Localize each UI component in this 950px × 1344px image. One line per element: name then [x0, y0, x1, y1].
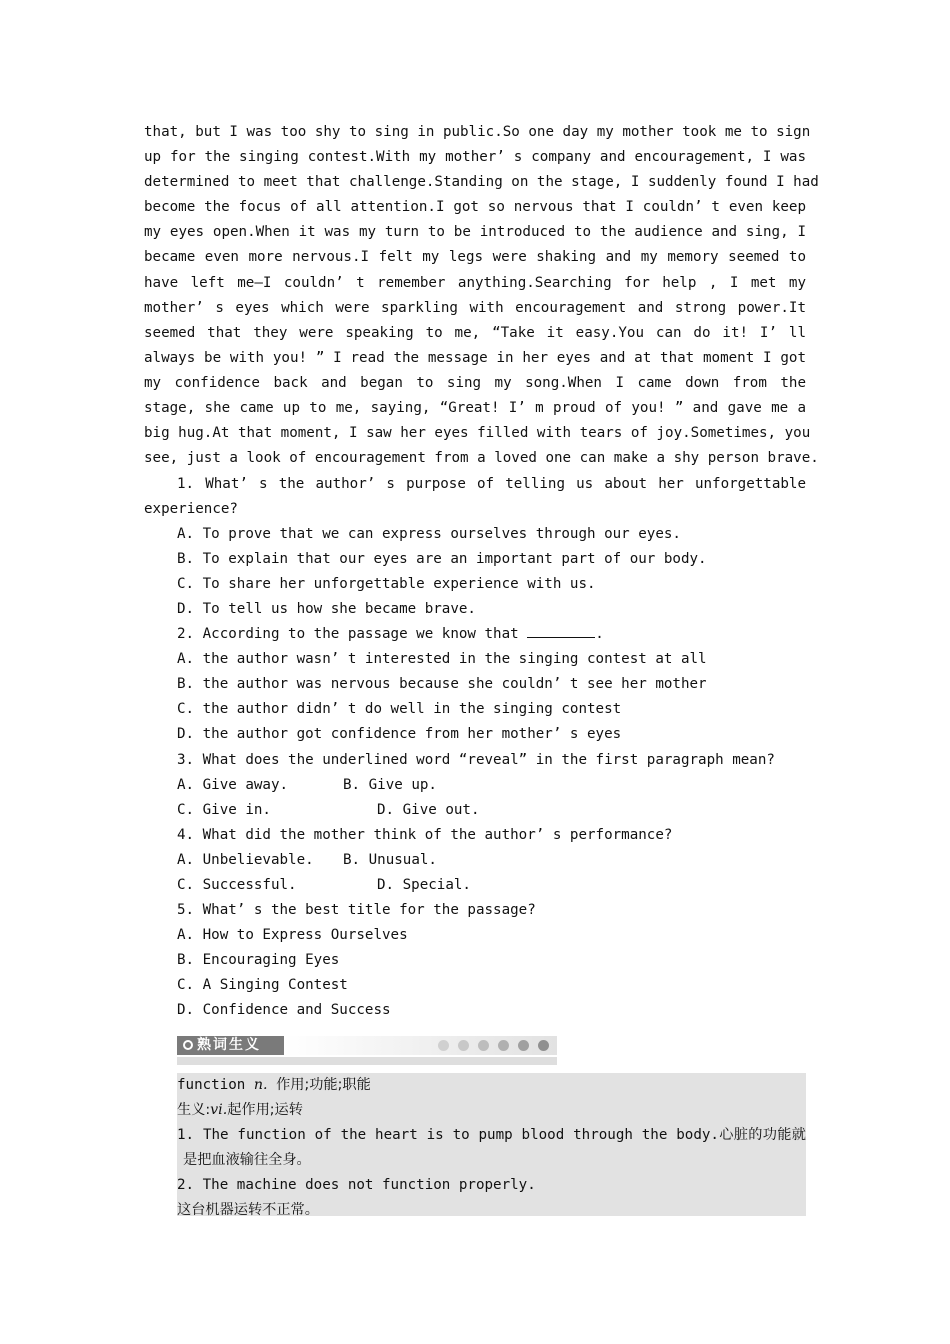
- vocab-meaning: 作用;功能;职能: [276, 1077, 371, 1093]
- circle-bullet-icon: [183, 1040, 193, 1050]
- dot-icon: [478, 1040, 489, 1051]
- dot-icon: [538, 1040, 549, 1051]
- new-meaning-pos: vi.: [210, 1102, 228, 1119]
- passage-line: seemed that they were speaking to me, “Take it easy.You can do it! I’ ll: [144, 324, 806, 341]
- question-4-option-d: D. Special.: [377, 877, 471, 893]
- example-2-chinese: 这台机器运转不正常。: [177, 1202, 319, 1219]
- passage-line: mother’ s eyes which were sparkling with encouragement and strong power.It: [144, 299, 806, 316]
- question-3-option-b: B. Give up.: [343, 777, 437, 793]
- question-5-option-c: C. A Singing Contest: [177, 977, 348, 993]
- passage-line: became even more nervous.I felt my legs were shaking and my memory seemed to: [144, 249, 806, 266]
- passage-line: my eyes open.When it was my turn to be introduced to the audience and sing, I: [144, 224, 806, 241]
- vocab-new-meaning: [177, 1098, 806, 1123]
- question-3-stem: 3. What does the underlined word “reveal” in the first paragraph mean?: [177, 752, 775, 768]
- vocab-pos: n.: [253, 1077, 268, 1093]
- question-2-option-a: A. the author wasn’ t interested in the singing contest at all: [177, 651, 707, 667]
- passage-line: that, but I was too shy to sing in public.So one day my mother took me to sign: [144, 124, 811, 140]
- question-1-stem: [144, 472, 806, 522]
- question-3-option-d: D. Give out.: [377, 802, 480, 818]
- dot-icon: [518, 1040, 529, 1051]
- passage-line: big hug.At that moment, I saw her eyes filled with tears of joy.Sometimes, you: [144, 425, 811, 442]
- vocab-headword: [177, 1073, 806, 1098]
- question-2-option-b: B. the author was nervous because she couldn’ t see her mother: [177, 676, 707, 692]
- question-1-option-d: D. To tell us how she became brave.: [177, 601, 476, 617]
- question-5-option-d: D. Confidence and Success: [177, 1002, 391, 1018]
- question-2-option-c: C. the author didn’ t do well in the singing contest: [177, 701, 622, 717]
- question-5-option-b: B. Encouraging Eyes: [177, 952, 340, 968]
- question-4-option-b: B. Unusual.: [343, 852, 437, 868]
- section-tag: [177, 1036, 284, 1055]
- section-header: [177, 1034, 557, 1065]
- question-1-option-a: A. To prove that we can express ourselves through our eyes.: [177, 526, 681, 542]
- question-4-option-c: C. Successful.: [177, 877, 297, 893]
- dot-icon: [438, 1040, 449, 1051]
- question-4-option-a: A. Unbelievable.: [177, 852, 314, 868]
- vocab-word: function: [177, 1077, 246, 1093]
- question-3-option-a: A. Give away.: [177, 777, 289, 793]
- decorative-dots: [438, 1040, 549, 1051]
- question-2-stem-end: .: [595, 626, 604, 642]
- passage-line: have left me—I couldn’ t remember anything.Searching for help , I met my: [144, 274, 806, 291]
- section-title: 熟词生义: [197, 1037, 261, 1053]
- question-1-option-b: B. To explain that our eyes are an important part of our body.: [177, 551, 707, 567]
- question-1-option-c: C. To share her unforgettable experience with us.: [177, 576, 596, 592]
- answer-blank: [527, 623, 595, 638]
- example-1-line2: 是把血液输往全身。: [183, 1152, 311, 1169]
- question-3-option-c: C. Give in.: [177, 802, 271, 818]
- question-2-stem: [177, 622, 604, 647]
- passage-line: always be with you! ” I read the message in her eyes and at that moment I got: [144, 349, 806, 366]
- passage-line: my confidence back and began to sing my song.When I came down from the: [144, 374, 806, 391]
- passage-line: see, just a look of encouragement from a loved one can make a shy person brave.: [144, 450, 819, 467]
- question-1-stem-line2: experience?: [144, 501, 238, 518]
- example-2-english: 2. The machine does not function properly.: [177, 1177, 536, 1194]
- dot-icon: [458, 1040, 469, 1051]
- vocab-box: [177, 1073, 806, 1219]
- passage-line: up for the singing contest.With my mother’ s company and encouragement, I was: [144, 149, 806, 166]
- new-meaning-label: 生义:: [177, 1102, 211, 1119]
- question-4-stem: 4. What did the mother think of the author’ s performance?: [177, 827, 673, 843]
- new-meaning-text: 起作用;运转: [227, 1102, 303, 1119]
- example-1-line1: 1. The function of the heart is to pump blood through the body.心脏的功能就: [177, 1127, 806, 1144]
- reading-passage: [144, 120, 819, 471]
- dot-icon: [498, 1040, 509, 1051]
- question-2-option-d: D. the author got confidence from her mother’ s eyes: [177, 726, 622, 742]
- question-1-stem-line1: 1. What’ s the author’ s purpose of telling us about her unforgettable: [177, 476, 806, 492]
- passage-line: stage, she came up to me, saying, “Great! I’ m proud of you! ” and gave me a: [144, 400, 806, 417]
- question-5-option-a: A. How to Express Ourselves: [177, 927, 408, 943]
- section-underline: [177, 1057, 557, 1065]
- passage-line: become the focus of all attention.I got so nervous that I couldn’ t even keep: [144, 199, 806, 216]
- passage-line: determined to meet that challenge.Standing on the stage, I suddenly found I had: [144, 174, 819, 191]
- question-2-stem-text: 2. According to the passage we know that: [177, 626, 528, 642]
- question-5-stem: 5. What’ s the best title for the passage?: [177, 902, 536, 918]
